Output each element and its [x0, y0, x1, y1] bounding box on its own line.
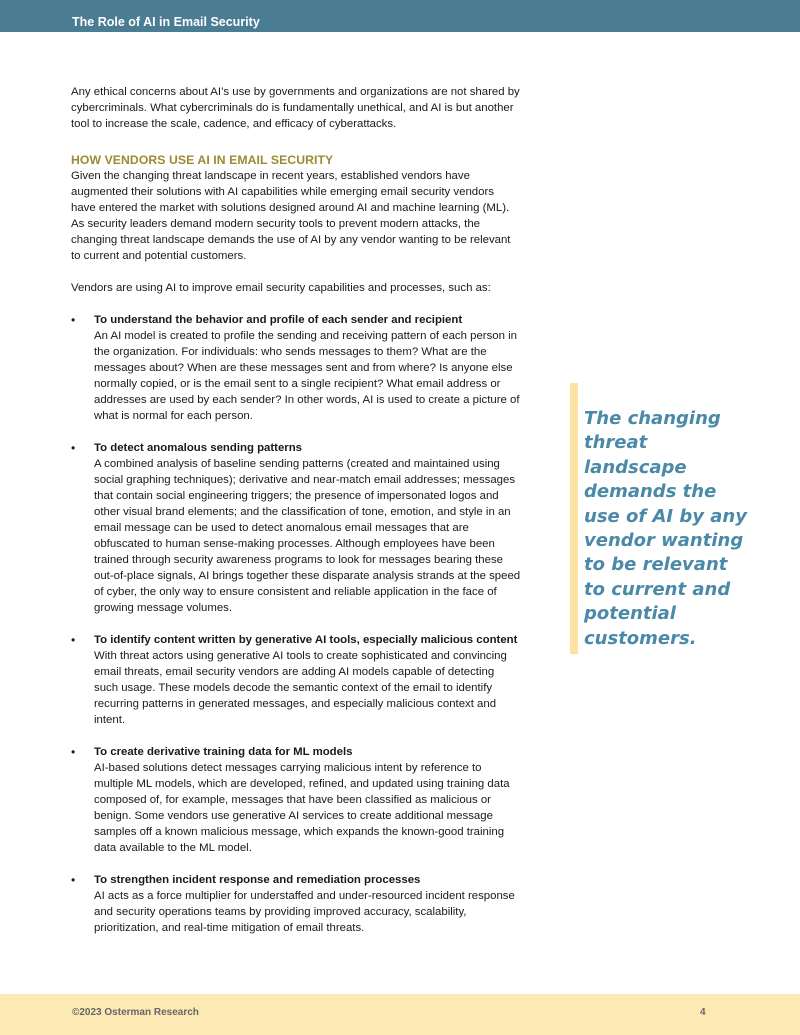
list-item	[71, 872, 521, 936]
bullet-icon: •	[71, 441, 76, 455]
list-item	[71, 632, 521, 728]
list-item	[71, 312, 521, 424]
bullet-title: To detect anomalous sending patterns	[94, 442, 303, 454]
bullet-title: To understand the behavior and profile of each sender and recipient	[94, 314, 463, 326]
bullet-title: To identify content written by generative AI tools, especially malicious content	[94, 634, 518, 646]
page-footer	[0, 994, 800, 1035]
header-title: The Role of AI in Email Security	[72, 15, 260, 29]
bullet-title: To strengthen incident response and remediation processes	[94, 874, 421, 886]
bullet-body: AI-based solutions detect messages carrying malicious intent by reference to multiple ML models, which are developed, refined, and updated using training data composed of, for example, messages that have been classified as malicious or benign. Some vendors use generative AI services to create additional message samples off a known malicious message, which expands the known-good training data available to the ML model.	[94, 762, 510, 854]
page-header	[0, 0, 800, 32]
section-heading: HOW VENDORS USE AI IN EMAIL SECURITY	[71, 153, 334, 167]
list-item	[71, 744, 521, 856]
bullet-body: With threat actors using generative AI tools to create sophisticated and convincing email threats, email security vendors are adding AI models capable of detecting such usage. These models decode the semantic context of the email to identify recurring patterns in generated messages, and especially malicious context and intent.	[94, 650, 507, 726]
bullet-body: An AI model is created to profile the sending and receiving pattern of each person in the organization. For individuals: who sends messages to them? What are the messages about? When are these messages sent and from where? Is anyone else normally copied, or is the email sent to a single recipient? What email address or addresses are used by each sender? In other words, AI is used to create a picture of what is normal for each person.	[94, 330, 520, 422]
footer-copyright: ©2023 Osterman Research	[72, 1007, 199, 1018]
main-content	[71, 84, 521, 952]
list-item	[71, 440, 521, 616]
bullet-list	[71, 312, 521, 936]
bullet-body: AI acts as a force multiplier for understaffed and under-resourced incident response and security operations teams by providing improved accuracy, scalability, prioritization, and real-time mitigation of email threats.	[94, 890, 515, 934]
bullet-title: To create derivative training data for ML models	[94, 746, 353, 758]
page-number: 4	[700, 1007, 706, 1018]
section-paragraph-1: Given the changing threat landscape in recent years, established vendors have augmented their solutions with AI capabilities while emerging email security vendors have entered the market with solutions designed around AI and machine learning (ML). As security leaders demand modern security tools to prevent modern attacks, the changing threat landscape demands the use of AI by any vendor wanting to be relevant to current and potential customers.	[71, 170, 511, 262]
section-paragraph-2: Vendors are using AI to improve email security capabilities and processes, such as:	[71, 282, 491, 294]
bullet-icon: •	[71, 873, 76, 887]
bullet-body: A combined analysis of baseline sending patterns (created and maintained using social graphing techniques); derivative and near-match email addresses; messages that contain social engineering triggers; the presence of impersonated logos and other visual brand elements; and the classification of tone, emotion, and style in an email message can be used to detect anomalous email messages that are obfuscated to human sense-making processes. Although employees have been trained through security awareness programs to look for messages bearing these out-of-place signals, AI brings together these disparate analysis strands at the speed of cyber, the only way to ensure consistent and reliable application in the face of growing message volumes.	[94, 458, 521, 614]
bullet-icon: •	[71, 745, 76, 759]
pullquote-accent-bar	[570, 383, 578, 654]
bullet-icon: •	[71, 313, 76, 327]
bullet-icon: •	[71, 633, 76, 647]
pullquote: The changing threat landscape demands the use of AI by any vendor wanting to be relevant to current and potential customers.	[584, 408, 747, 649]
intro-paragraph: Any ethical concerns about AI’s use by governments and organizations are not shared by cybercriminals. What cybercriminals do is fundamentally unethical, and AI is but another tool to increase the scale, cadence, and efficacy of cyberattacks.	[71, 86, 520, 130]
